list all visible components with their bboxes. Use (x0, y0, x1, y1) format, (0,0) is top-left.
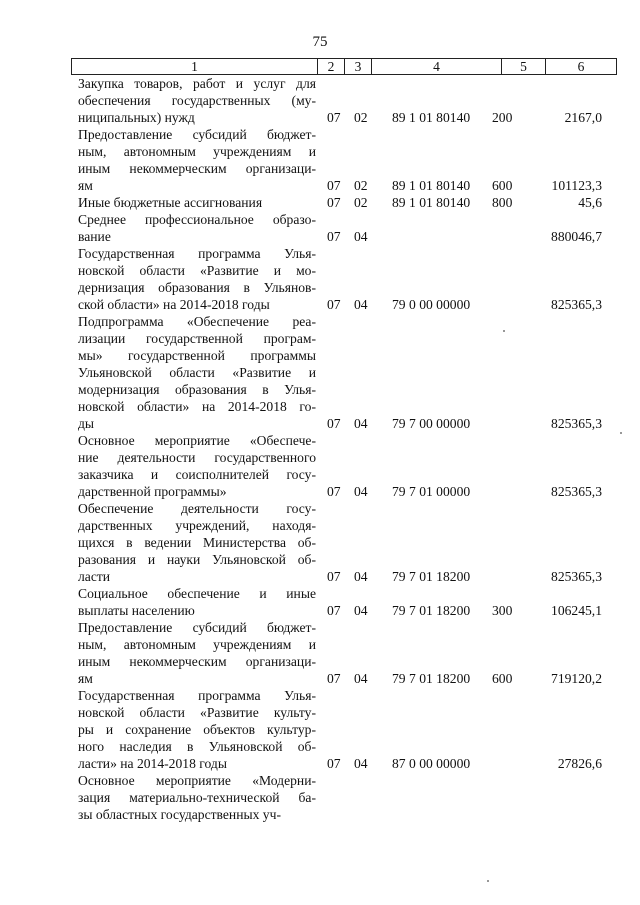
target-article-code: 79 7 01 18200 (392, 603, 471, 618)
description-line: модернизация образования в Улья- (78, 382, 316, 397)
description-line: Среднее профессиональное образо- (78, 212, 316, 227)
expense-type-code: 600 (492, 671, 513, 686)
amount: 101123,3 (551, 178, 602, 193)
description-line: Подпрограмма «Обеспечение реа- (78, 314, 316, 329)
table-row (0, 126, 640, 194)
description-line: ным, автономным учреждениям и (78, 637, 316, 652)
description-line: ние деятельности государственного (78, 450, 316, 465)
subsection-code: 04 (354, 671, 368, 686)
description-line: обеспечения государственных (му- (78, 93, 316, 108)
description-line: иным некоммерческим организаци- (78, 161, 316, 176)
description-line: Государственная программа Улья- (78, 688, 316, 703)
column-header-1: 1 (72, 59, 318, 74)
description-line: зы областных государственных уч- (78, 807, 281, 822)
target-article-code: 89 1 01 80140 (392, 110, 471, 125)
subsection-code: 04 (354, 756, 368, 771)
description-line: выплаты населению (78, 603, 195, 618)
description-line: ного наследия в Ульяновской об- (78, 739, 316, 754)
scan-speck (487, 880, 489, 882)
subsection-code: 02 (354, 110, 368, 125)
description-line: дернизация образования в Ульянов- (78, 280, 316, 295)
row-values (0, 194, 640, 211)
table-row (0, 687, 640, 772)
table-row (0, 313, 640, 432)
table-row (0, 245, 640, 313)
description-line: ям (78, 671, 93, 686)
description-line: дарственной программы» (78, 484, 227, 499)
column-header-6: 6 (577, 59, 585, 74)
expense-type-code: 600 (492, 178, 513, 193)
section-code: 07 (327, 178, 341, 193)
column-header-4: 4 (372, 59, 502, 74)
row-values (0, 483, 640, 500)
row-values (0, 228, 640, 245)
row-values (0, 670, 640, 687)
description-line: Государственная программа Улья- (78, 246, 316, 261)
description-line: Иные бюджетные ассигнования (78, 195, 263, 210)
section-code: 07 (327, 416, 341, 431)
description-line: дарственных учреждений, находя- (78, 518, 316, 533)
subsection-code: 04 (354, 416, 368, 431)
table-row (0, 500, 640, 585)
target-article-code: 87 0 00 00000 (392, 756, 471, 771)
budget-table-body (0, 75, 640, 823)
description-line: Предоставление субсидий бюджет- (78, 620, 316, 635)
column-header-5: 5 (502, 59, 546, 74)
section-code: 07 (327, 195, 341, 210)
subsection-code: 04 (354, 297, 368, 312)
section-code: 07 (327, 110, 341, 125)
target-article-code: 79 7 01 18200 (392, 569, 471, 584)
description-line: мы» государственной программы (78, 348, 316, 363)
description-line: ным, автономным учреждениям и (78, 144, 316, 159)
description-line: заказчика и соисполнителей госу- (78, 467, 316, 482)
section-code: 07 (327, 756, 341, 771)
row-values (0, 415, 640, 432)
description-line: ям (78, 178, 93, 193)
table-row (0, 194, 640, 211)
description-line: ласти (78, 569, 111, 584)
subsection-code: 04 (354, 603, 368, 618)
row-values (0, 109, 640, 126)
amount: 825365,3 (551, 416, 602, 431)
row-values (0, 806, 640, 823)
table-header (71, 58, 617, 75)
target-article-code: 89 1 01 80140 (392, 195, 471, 210)
target-article-code: 89 1 01 80140 (392, 178, 471, 193)
amount: 825365,3 (551, 484, 602, 499)
section-code: 07 (327, 229, 341, 244)
row-values (0, 755, 640, 772)
target-article-code: 79 7 01 00000 (392, 484, 471, 499)
table-row (0, 75, 640, 126)
table-row (0, 432, 640, 500)
amount: 880046,7 (551, 229, 602, 244)
description-line: Ульяновской области «Развитие и (78, 365, 316, 380)
description-line: Обеспечение деятельности госу- (78, 501, 316, 516)
column-header-3: 3 (345, 59, 372, 74)
description-line: ры и сохранение объектов культур- (78, 722, 316, 737)
target-article-code: 79 7 01 18200 (392, 671, 471, 686)
expense-type-code: 300 (492, 603, 513, 618)
description-line: вание (78, 229, 111, 244)
description-line: ской области» на 2014-2018 годы (78, 297, 270, 312)
row-values (0, 177, 640, 194)
subsection-code: 04 (354, 484, 368, 499)
description-line: ласти» на 2014-2018 годы (78, 756, 227, 771)
description-line: Основное мероприятие «Модерни- (78, 773, 316, 788)
description-line: ды (78, 416, 95, 431)
scan-speck (503, 330, 505, 332)
description-line: новской области «Развитие и мо- (78, 263, 316, 278)
expense-type-code: 200 (492, 110, 513, 125)
amount: 825365,3 (551, 297, 602, 312)
column-header-2: 2 (318, 59, 345, 74)
amount: 45,6 (578, 195, 602, 210)
table-row (0, 619, 640, 687)
description-line: разования и науки Ульяновской об- (78, 552, 316, 567)
row-values (0, 568, 640, 585)
description-line: новской области «Развитие культу- (78, 705, 316, 720)
table-row (0, 772, 640, 823)
target-article-code: 79 0 00 00000 (392, 297, 471, 312)
amount: 719120,2 (551, 671, 602, 686)
description-line: новской области» на 2014-2018 го- (78, 399, 316, 414)
section-code: 07 (327, 569, 341, 584)
description-line: Предоставление субсидий бюджет- (78, 127, 316, 142)
amount: 106245,1 (551, 603, 602, 618)
table-row (0, 585, 640, 619)
amount: 825365,3 (551, 569, 602, 584)
description-line: Основное мероприятие «Обеспече- (78, 433, 316, 448)
subsection-code: 04 (354, 229, 368, 244)
expense-type-code: 800 (492, 195, 513, 210)
description-line: щихся в ведении Министерства об- (78, 535, 316, 550)
target-article-code: 79 7 00 00000 (392, 416, 471, 431)
scan-speck (620, 432, 622, 434)
section-code: 07 (327, 484, 341, 499)
section-code: 07 (327, 297, 341, 312)
description-line: ниципальных) нужд (78, 110, 195, 125)
row-values (0, 296, 640, 313)
section-code: 07 (327, 603, 341, 618)
subsection-code: 02 (354, 178, 368, 193)
table-row (0, 211, 640, 245)
description-line: иным некоммерческим организаци- (78, 654, 316, 669)
section-code: 07 (327, 671, 341, 686)
amount: 2167,0 (564, 110, 602, 125)
subsection-code: 04 (354, 569, 368, 584)
row-values (0, 602, 640, 619)
description-line: Закупка товаров, работ и услуг для (78, 76, 316, 91)
amount: 27826,6 (557, 756, 602, 771)
subsection-code: 02 (354, 195, 368, 210)
page-number: 75 (312, 34, 328, 50)
description-line: зация материально-технической ба- (78, 790, 316, 805)
description-line: Социальное обеспечение и иные (78, 586, 316, 601)
description-line: лизации государственной програм- (78, 331, 316, 346)
